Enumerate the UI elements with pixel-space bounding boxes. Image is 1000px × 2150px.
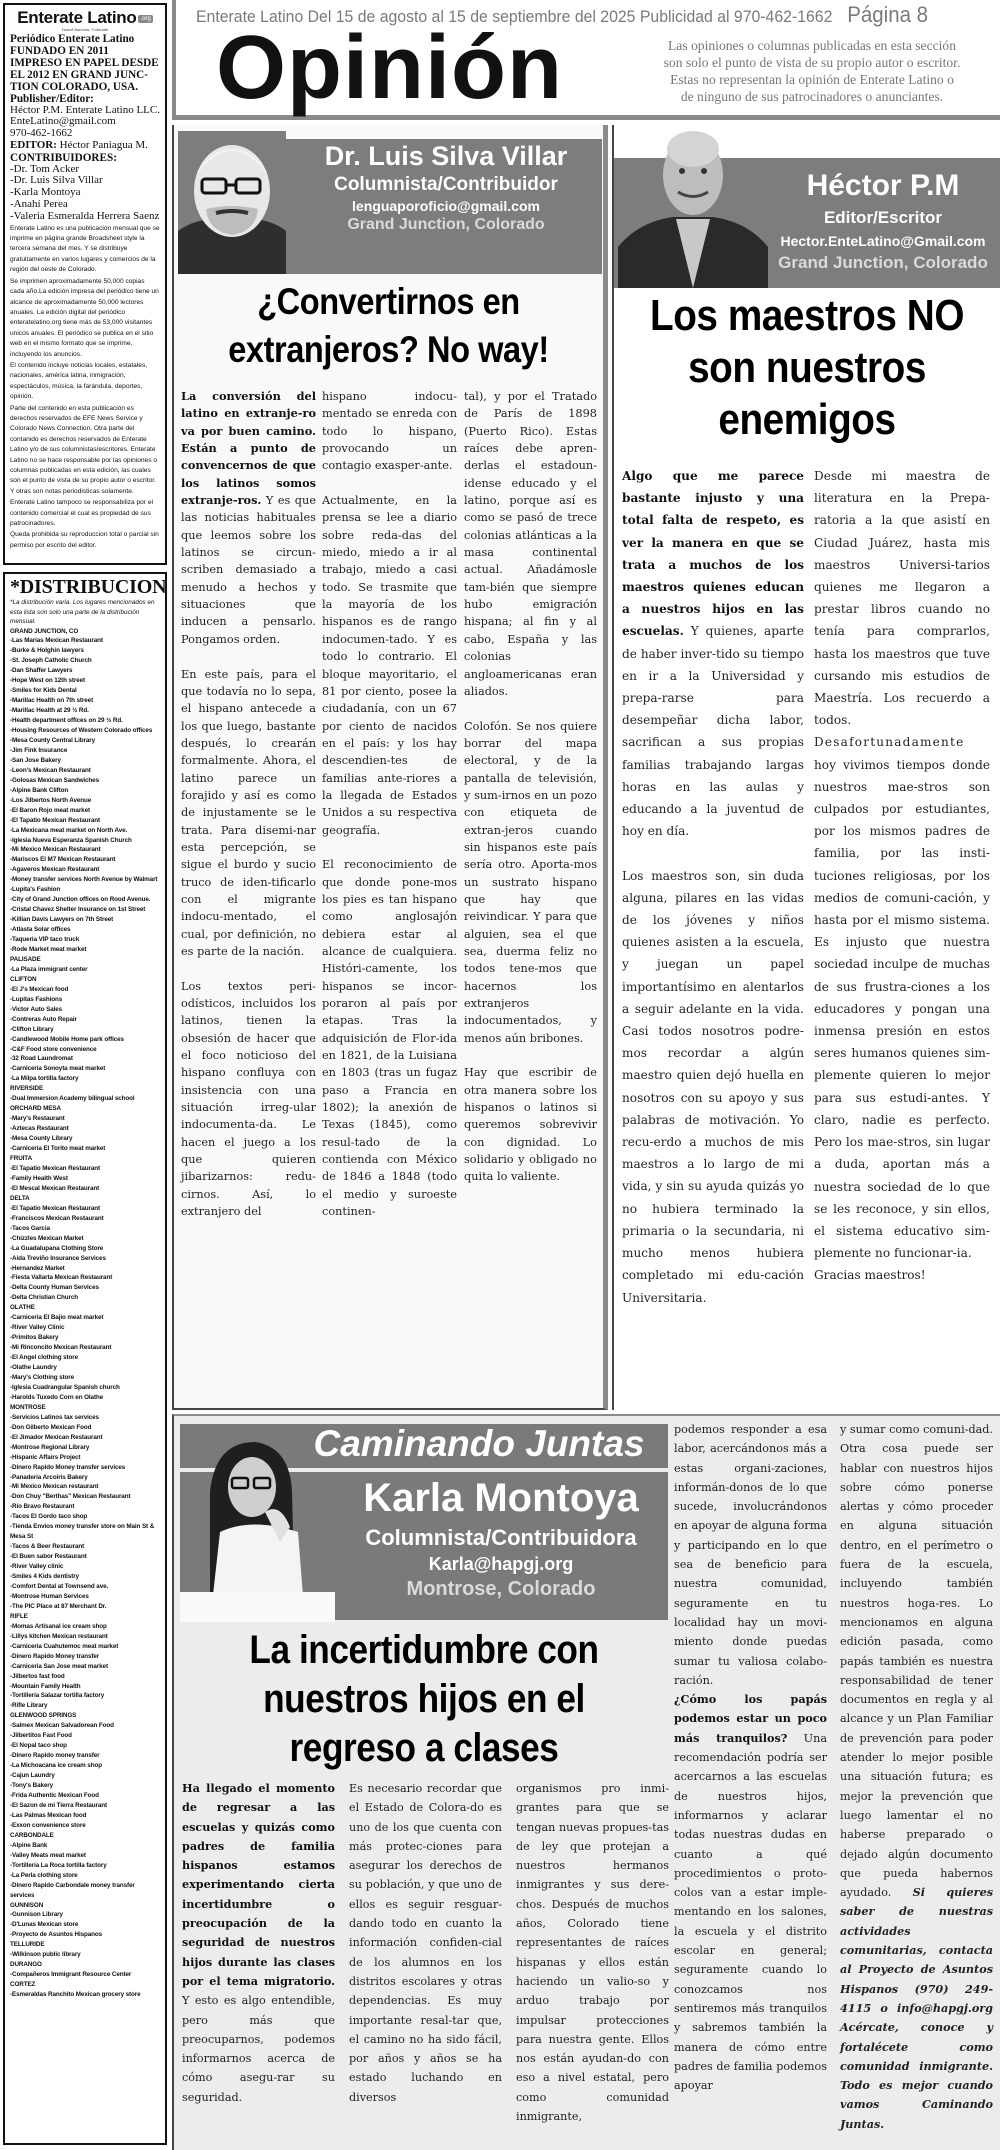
distribution-place: -Family Health West [10,1174,68,1182]
distribution-place: -El Sazon de mi Tierra Restaurant [10,1801,108,1809]
distribution-place: -Servicios Latinos tax services [10,1413,99,1421]
distribution-place: -Lupita's Fashion [10,886,61,894]
distribution-city: ORCHARD MESA [10,1105,61,1113]
article-column [349,1779,502,2107]
article-column [622,465,804,1309]
distribution-place: -El J's Mexican food [10,985,69,993]
about-paragraph: Enterate Latino es una publicación mensual que se imprime en página grande Broadsheet style la tercera semana del mes. Y se distribuye gratuitamente en varios lugares y comercios de la región del oeste de Colorado. [10,224,160,274]
distribution-place: -Dual Immersion Academy bilingual school [10,1095,135,1103]
distribution-place: -Mesa County Library [10,1135,73,1143]
distribution-place: -Tony's Bakery [10,1782,54,1790]
paragraph: Colofón. Se nos quiere borrar del mapa electoral, y de la pantalla de televisión, y sum-irnos en un pozo con etiqueta de extran-jeros cuando sin hispanos este país sería otro. Aporta-mos un sustrato hispano que hay que reivindicar. Y para que alguien, sea el que sea, duerma feliz no todos tene-mos que hacernos los extranjeros indocumentados, y menos aún bribones. [464,719,597,1045]
distribution-place: -Comfort Dental at Townsend ave. [10,1583,109,1590]
editor-label: EDITOR: [10,138,57,151]
distribution-place: -Mesa County Central Library [10,736,96,744]
disclaimer-line: son solo el punto de vista de su propio autor o escritor. [663,55,961,70]
masthead-line: Periódico Enterate Latino [10,32,135,45]
distribution-place: -Mary's Restaurant [10,1115,65,1123]
distribution-place: -Carniceria Sonoyta meat market [10,1065,106,1073]
distribution-place: -Los Jilbertos North Avenue [10,796,92,804]
distribution-place: -Health department offices on 29 ½ Rd. [10,717,123,725]
distribution-place: -32 Road Laundromat [10,1055,73,1063]
paragraph: podemos responder a esa labor, acercándonos más a estas organi-zaciones, informán-donos de lo que sucede, involucrándonos en apoyar de alguna forma y participando en lo que sea de beneficio para nuestra comunidad, seguramente en tu localidad hay un movi-miento donde puedas sumar tu valiosa colabo-ración. [674,1423,827,1687]
opinion-disclaimer [632,37,992,105]
distribution-place: -Lillys kitchen Mexican restaurant [10,1632,108,1640]
distribution-place: -River Valley clinic [10,1563,64,1571]
logo-org-tag: .org [140,16,151,23]
distribution-place: -Killian Davis Lawyers on 7th Street [10,916,114,924]
distribution-place: -Harolds Tuxedo Corn en Olathe [10,1393,104,1401]
author-photo [618,127,768,288]
distribution-place: -Taqueria VIP taco truck [10,936,80,944]
distribution-city: FRUITA [10,1155,33,1163]
distribution-place: -City of Grand Junction offices on Rood Avenue. [10,896,151,904]
distribution-place: -Hope West on 12th street [10,677,86,685]
distribution-place: -Hispanic Affairs Project [10,1453,81,1461]
distribution-place: -El Nopal taco shop [10,1742,67,1750]
article-hector-pm [612,125,1000,1410]
author-role: Columnista/Contribuidora [365,1525,637,1550]
distribution-place: -Housing Resources of Western Colorado offices [10,727,153,735]
about-paragraph: Parte del contenido en esta publicación es derechos reservados de EFE News Service y Colorado News Connection. Otra parte del contanido es derechos reservados de Enterate Latino y/o de sus columnistas/escritores. Enterate Latino no se hace responsable por las opiniones o columnas publicadas en esta edición, las cuales son el punto de vista de su propio autor o escritor. Y otras son notas periodisticas solamente. [10,404,157,495]
distribution-place: -Mi Mexico Mexican restaurant [10,1483,99,1491]
contact-email[interactable]: EnteLatino@gmail.com [10,115,116,128]
headline-line: ¿Convertirnos en [257,281,520,322]
distribution-place: -Dan Shaffer Lawyers [10,667,73,675]
distribution-place: -Rio Bravo Restaurant [10,1503,75,1511]
article-karla-montoya [172,1414,1000,2150]
article-headline [204,1626,644,1773]
disclaimer-line: Las opiniones o columnas publicadas en esta sección [667,38,957,53]
article-column [322,388,457,1221]
contributors-list [10,164,160,223]
distribution-place: -Rode Market meat market [10,946,87,953]
masthead-line: IMPRESO EN PAPEL DESDE EL 2012 EN GRAND JUNC-TION COLORADO, USA. [10,56,159,93]
distribution-place: -Leon's Mexican Restaurant [10,766,91,774]
distribution-place: -Tortilleria Salazar tortilla factory [10,1692,105,1700]
distribution-city: CORTEZ [10,1981,36,1989]
distribution-place: -San Jose Bakery [10,756,61,764]
distribution-place: -Esmeraldas Ranchito Mexican grocery store [10,1991,141,1999]
author-byline [334,1472,668,1602]
distribution-place: -Dinero Rapido Carbondale money transfer services [10,1881,135,1899]
distribution-place: -El Tapatio Mexican Restaurant [10,1204,100,1212]
headline-line: nuestros hijos en el [263,1677,585,1721]
distribution-place: -La Milpa tortilla factory [10,1075,79,1083]
distribution-place: -Carniceria San Jose meat market [10,1662,108,1670]
distribution-place: -Tacos Garcia [10,1224,50,1232]
distribution-place: -Las Marias Mexican Restaurant [10,637,103,645]
about-paragraph: Se imprimen aproximadamente 50,000 copias cada año.La edición impresa del periódico tiene un alcance de aproximadamente 50,000 lectores anuales. La edición digital del periódico enteratelatino.org tiene más de 53,000 visitantes unicos anuales. El periódico se publica en el sitio web en el mismo formato que se imprime, incluyendo los anuncios. [10,277,159,358]
distribution-place: -La Michoacana ice cream shop [10,1762,102,1770]
distribution-place: -Carniceria El Torito meat market [10,1145,106,1153]
distribution-place: -Chizzles Mexican Market [10,1234,84,1242]
distribution-place: -Mary's Clothing store [10,1373,75,1381]
distribution-place: -D'Lunas Mexican store [10,1921,79,1929]
body-text: Desafortunadamente [814,735,965,750]
distribution-place: -Delta Christian Church [10,1294,79,1302]
article-column [516,1779,669,2126]
page-header [172,0,1000,120]
newspaper-logo [10,9,160,33]
distribution-place: -Las Palmas Mexican food [10,1811,87,1819]
distribution-city: DELTA [10,1194,30,1202]
article-headline [200,278,578,374]
paragraph: Desde mi maestra de literatura en la Prepa-ratoria a la que asistí en Ciudad Juárez, hasta mis maestros Universi-tarios quienes me llegaron a prestar libros cuando no tenía para comprarlos, hasta los maestros que tuve cursando mis estudios de Maestría. Los recuerdo a todos. [814,469,990,728]
lead-text: Ha llegado el momento de regresar a las escuelas y quizás como padres de familia hispanos estamos experimentando cierta incertidumbre o preocupación de la seguridad de nuestros hijos durante las clases por el tema migratorio. [182,1781,335,1988]
distribution-city: OLATHE [10,1304,35,1312]
distribution-place: -Wilkinson public library [10,1951,81,1959]
distribution-place: -El Angel clothing store [10,1354,79,1362]
paragraph: Los textos peri-odísticos, incluidos los latinos, tienen la obsesión de hacer que el foco noticioso del hispano confluya con insistencia con una situación irreg-ular indocumenta-da. Le hacen el juego a los que quieren jibarizarnos: redu-cirnos. Así, lo extranjero del [181,979,316,1219]
distribution-city: DURANGO [10,1961,42,1969]
distribution-place: -Don Chuy "Berthas" Mexican Restaurant [10,1493,131,1501]
paragraph: El reconocimiento de que donde pone-mos los pies es tan hispano como anglosajón debiera estar al alcance de cualquiera. Históri-camente, los hispanos se incor-poraron al país por etapas. Tras la adquisición de Flor-ida en 1821, de la Luisiana en 1803 (tras un fugaz paso a Francia en 1802); la anexión de Texas (1845), como resul-tado de la contienda con México de 1846 a 1848 (todo el medio y suroeste continen- [322,858,457,1219]
paragraph: Los maestros son, sin duda alguna, pilares en las vidas de los jóvenes y niños quienes asisten a la escuela, y juegan un papel importantísimo en alentarlos a seguir adelante en la vida. Casi todos nosotros podre-mos recordar a algún maestro quien dejó huella en nosotros con su apoyo y sus palabras de motivación. Yo recu-erdo a muchos de mis maestros a lo largo de mi vida, y sin su ayuda quizás yo no hubiera terminado la primaria o la secundaria, ni mucho menos hubiera completado mi edu-cación Universitaria. [622,868,804,1305]
paragraph: Es necesario recordar que el Estado de Colora-do es uno de los que cuenta con más protec-ciones para asegurar los derechos de su población, y que uno de ellos es seguir resguar-dando todo en cuanto la información confiden-cial de los alumnos en los distritos escolares y otras dependencias. Es muy importante resal-tar que, el camino no ha sido fácil, por años y años se ha estado luchando en diversos [349,1782,502,2104]
distribution-place: -Exxon convenience store [10,1821,86,1829]
distribution-place: -Gunnison Library [10,1911,63,1919]
author-location: Grand Junction, Colorado [778,253,988,272]
author-email[interactable]: lenguaporoficio@gmail.com [352,198,540,214]
paragraph: hispano indocu-mentado se enreda con todo lo hispano, provocando un contagio exasper-ante. [322,390,457,473]
distribution-place: -The PIC Place at 87 Merchant Dr. [10,1602,107,1610]
distribution-place: -El Baron Rojo meat market [10,806,90,814]
masthead-line: FUNDADO EN 2011 [10,44,109,57]
distribution-place: -El Jimador Mexican Restaurant [10,1433,103,1441]
author-role: Editor/Escritor [823,208,943,227]
article-column [814,465,990,1287]
logo-location: Grand Junction, Colorado [61,27,109,32]
distribution-place: -Rifle Library [10,1702,48,1710]
distribution-place: -Mi Rinconcito Mexican Restaurant [10,1344,112,1352]
contributors-label: CONTRIBUIDORES: [10,151,117,164]
distribution-place: -Mountain Family Health [10,1682,81,1690]
distribution-place: -Tacos & Beer Restaurant [10,1543,85,1551]
author-email[interactable]: Karla@hapgj.org [428,1554,574,1574]
distribution-city: MONTROSE [10,1403,46,1411]
distribution-city: GRAND JUNCTION, CO [10,627,79,635]
disclaimer-line: Estas no representan la opinión de Enterate Latino o [670,72,954,87]
distribution-place: -Clifton Library [10,1025,54,1033]
column-name: Caminando Juntas [313,1423,645,1464]
distribution-place: -La Plaza immigrant center [10,965,88,973]
about-paragraph: Queda prohibida su reproduccion total o parcial sin permiso por escrito del editor. [10,531,159,549]
distribution-place: -Compañeros Immigrant Resource Center [10,1971,132,1979]
headline-line: La incertidumbre con [249,1628,599,1672]
author-name: Karla Montoya [363,1476,639,1520]
article-column [840,1420,993,2134]
distribution-place: -Iglesia Cuadrangular Spanish church [10,1383,120,1391]
editor-name: Héctor Paniagua M. [59,138,148,151]
lead-text: La conversión del latino en extranje-ro va por buen camino. Están a punto de convencernos de que los latinos somos extranje-ros. [181,389,316,508]
distribution-place: -Mariscos El M7 Mexican Restaurant [10,856,116,864]
distribution-place: -Valley Meats meat market [10,1851,86,1859]
paragraph: En este país, para el que todavía no lo sepa, el hispano antecede a los que luego, bastante después, lo crearán formalmente. Ahora, el latino parece un forajido y así es como de injustamente se le trata. Para disemi-nar esta percepción, se sigue el burdo y sucio truco de iden-tificarlo con el migrante indocu-mentado, el cual, por definición, no es parte de la nación. [181,667,316,958]
distribution-list [10,627,160,2001]
distribution-place: -Olathe Laundry [10,1364,57,1372]
article-luis-silva [172,125,608,1410]
distribution-place: -Marillac Health on 7th street [10,697,94,705]
distribution-place: -Tortilleria La Roca tortilla factory [10,1861,107,1869]
closing-line: Gracias maestros! [814,1268,926,1283]
distribution-place: -Dinero Rapido Money transfer [10,1652,100,1660]
distribution-box [3,572,167,2145]
distribution-place: -Cajun Laundry [10,1772,55,1780]
distribution-place: -Victor Auto Sales [10,1005,63,1013]
distribution-place: -Franciscos Mexican Restaurant [10,1214,104,1222]
distribution-place: -Fiesta Vallarta Mexican Restaurant [10,1274,113,1282]
author-photo [178,131,286,274]
article-column [464,388,597,1186]
distribution-place: -Delta County Human Services [10,1284,99,1292]
contributor-item: -Karla Montoya [10,186,81,199]
about-paragraph: El contenido incluye noticias locales, estatales, nacionales, américa latina, inmigración, espectáculos, música, la farándula, deportes, opinión. [10,361,148,401]
subheading: ¿Cómo los papás podemos estar un poco más tranquilos? [674,1692,827,1745]
distribution-place: -Burke & Holghin lawyers [10,647,84,655]
distribution-place: -Iglesia Nueva Esperanza Spanish Church [10,836,132,844]
distribution-place: -Contreras Auto Repair [10,1015,77,1023]
editor-line [10,140,160,152]
distribution-place: -La Perla clothing store [10,1871,78,1879]
author-name: Dr. Luis Silva Villar [324,141,568,171]
lead-text: Algo que me parece bastante injusto y una total falta de respeto, es ver la manera en que se trata a muchos de los maestros quienes educan a nuestros hijos en las escuelas. [622,469,804,639]
distribution-place: -Smiles 4 Kids dentistry [10,1573,79,1581]
body-text: hoy vivimos tiempos donde nuestros mae-stros son culpados por estudiantes, por los mismos padres de familia, por las insti-tuciones religiosas, por los medios de comuni-cación, y hasta por el mismo sistema. Es injusto que nuestra sociedad inculpe de muchas de sus frustra-ciones a los educadores y pongan una inmensa presión en estos seres humanos quienes sim-plemente quieren lo mejor para sus estudi-antes. Y claro, nadie es perfecto. Pero los mae-stros, sin lugar a duda, aportan más a nuestra sociedad de lo que se les reconoce, y sin ellos, el sistema educativo sim-plemente no funcionar-ia. [814,757,990,1261]
distribution-city: RIFLE [10,1612,28,1620]
headline-line: enemigos [718,395,896,444]
about-text [10,224,160,552]
distribution-place: -Money transfer services North Avenue by Walmart [10,876,158,884]
section-title: Opinión [216,18,563,118]
distribution-place: -Hernandez Market [10,1264,65,1272]
distribution-place: -La Guadalupana Clothing Store [10,1244,104,1252]
distribution-place: -Proyecto de Asuntos Hispanos [10,1931,103,1939]
distribution-place: -Smiles for Kids Dental [10,687,77,695]
distribution-place: -Mi Mexico Mexican Restaurant [10,846,101,854]
headline-line: son nuestros [688,343,926,392]
contributor-item: -Dr. Luis Silva Villar [10,174,103,187]
distribution-place: -Jilbertos fast food [10,1672,65,1680]
distribution-note: *La distribución varia. Los lugares mencionados en esta lista son solo una parte de la distribución mensual. [10,599,155,625]
distribution-place: -Atlasta Solar offices [10,926,71,934]
distribution-place: -Aztecas Restaurant [10,1125,69,1133]
author-role: Columnista/Contribuidor [334,174,558,195]
distribution-place: -River Valley Clinic [10,1324,65,1332]
author-location: Grand Junction, Colorado [347,216,545,233]
distribution-city: GLENWOOD SPRINGS [10,1712,77,1720]
contact-phone: 970-462-1662 [10,127,73,140]
distribution-place: -Panaderia Arcoiris Bakery [10,1473,88,1481]
distribution-place: -Momas Artisanal ice cream shop [10,1622,107,1630]
body-text: Y esto es algo entendible, pero más que preocuparnos, podemos informarnos acerca de cómo asegu-rar su seguridad. [182,1994,335,2104]
masthead-box [3,3,167,565]
distribution-place: -Jim Fink Insurance [10,746,68,754]
contributor-item: -Valeria Esmeralda Herrera Saenz [10,209,160,222]
distribution-place: -Primitos Bakery [10,1334,59,1342]
distribution-place: -Montrose Regional Library [10,1443,90,1451]
about-paragraph: Enterate Latino tampoco se responsabiliza por el contenido comercial el cual es propiedad de sus patrocinadores. [10,499,153,528]
paragraph: Hay que escribir de otra manera sobre los hispanos o latinos si queremos sobrevivir con dignidad. Lo solidario y obligado no quita lo valiente. [464,1066,597,1184]
distribution-city: GUNNISON [10,1901,44,1909]
distribution-city: TELLURIDE [10,1941,45,1949]
distribution-place: -Lupitas Fashions [10,995,63,1003]
distribution-place: -Tienda Envios money transfer store on Main St & Mesa St [10,1523,155,1541]
distribution-place: -Frida Authentic Mexican Food [10,1792,99,1800]
publisher-label: Publisher/Editor: [10,92,94,105]
contributor-item: -Dr. Tom Acker [10,162,79,175]
distribution-place: -Agaveros Mexican Restaurant [10,866,100,874]
article-headline [637,290,977,446]
distribution-place: -Golosas Mexican Sandwiches [10,776,99,784]
distribution-place: -Marillac Health at 29 ½ Rd. [10,707,89,715]
author-photo [180,1432,335,1622]
distribution-place: -St. Joseph Catholic Church [10,657,92,665]
distribution-city: CARBONDALE [10,1831,54,1839]
paragraph: Actualmente, en la prensa se lee a diario sobre reda-das del miedo, miedo a ir al trabajo, miedo a casi todo. Se trasmite que la mayoría de los hispanos es de rango indocumen-tado. Y es todo lo contrario. El bloque mayoritario, el 81 por ciento, posee la ciudadanía, con un 67 por ciento de nacidos en el país: y los hay descendien-tes de familias ante-riores a la llegada de Estados Unidos a su respectiva geografía. [322,494,457,837]
page-number: Página 8 [847,2,929,27]
distribution-place: -La Mexicana meat market on North Ave. [10,826,128,834]
publisher-name: Héctor P.M. Enterate Latino LLC. [10,103,160,116]
distribution-place: -Montrose Human Services [10,1592,89,1600]
contributor-item: -Anahí Perea [10,198,68,211]
article-column [182,1779,335,2107]
distribution-place: -El Tapatio Mexican Restaurant [10,1164,100,1172]
paragraph: organismos pro inmi-grantes para que se tengan nuevas propues-tas de ley que protejan a nuestros hermanos inmigrantes y sus dere-chos. Después de muchos años, Colorado tiene representantes de raíces hispanas y ellos están haciendo un valio-so y arduo trabajo por impulsar protecciones para nuestra gente. Ellos nos están ayudan-do con eso a nivel estatal, pero como comunidad inmigrante, [516,1782,669,2124]
logo-name: Enterate Latino [17,8,137,27]
distribution-place: -El Mescal Mexican Restaurant [10,1184,100,1192]
distribution-place: -Carniceria Cuahutemoc meat market [10,1642,119,1650]
distribution-place: -Dinero Rapido money transfer [10,1752,100,1760]
issue-info: Enterate Latino Del 15 de agosto al 15 de septiembre del 2025 Publicidad al 970-462-1662 [196,7,833,26]
article-column [674,1420,827,2095]
distribution-place: -Salmex Mexican Salvadorean Food [10,1722,114,1730]
distribution-place: -C&F Food store convenience [10,1045,97,1053]
distribution-place: -Alpine Bank Clifton [10,786,69,794]
distribution-place: -Cristal Chavez Shelter Insurance on 1st Street [10,906,146,914]
distribution-place: -Jilbertitos Fast Food [10,1732,72,1740]
author-email[interactable]: Hector.EnteLatino@Gmail.com [780,233,986,249]
distribution-place: -Carniceria El Bajio meat market [10,1314,104,1322]
article-column [181,388,316,1221]
distribution-place: -El Buen sabor Restaurant [10,1553,87,1561]
paragraph: tal), y por el Tratado de París de 1898 (Puerto Rico). Estas raíces debe apren-derlas el estadoun-idense educado y el latino, porque así es como se pasó de trece colonias atlánticas a la masa continental actual. Añadámosle tam-bién que siempre hubo emigración hispana; al fin y al cabo, España y las colonias angloamericanas eran aliados. [464,390,597,698]
body-text: y sumar como comuni-dad. Otra cosa puede ser hablar con nuestros hijos sobre cómo ponerse alertas y cómo proceder en alguna situación dentro, en el perímetro o fuera de la escuela, incluyendo también nuestros hoga-res. Lo mencionamos en alguna edición pasada, como papás también es nuestra responsabilidad de tener documentos en regla y al alcance y un Plan Familiar de prevención para poder atender lo mejor posible una situación futura; es mejor la prevención que luego lamentar el no haberse preparado o dejado algún documento que pueda habernos ayudado. [840,1423,993,1900]
body-text: Y quienes, aparte de haber inver-tido su tiempo en ir a la Universidad y prepa-rarse para desempeñar dicha labor, sacrifican a sus propias familias trabajando largas horas en las aulas y educando a la juventud de hoy en día. [622,624,804,839]
distribution-place: -Candlewood Mobile Home park offices [10,1035,124,1043]
distribution-place: -Aida Treviño Insurance Services [10,1254,106,1262]
distribution-place: -Don Gilberto Mexican Food [10,1423,92,1431]
distribution-city: CLIFTON [10,975,37,983]
distribution-place: -El Tapatio Mexican Restaurant [10,816,100,824]
distribution-title: *DISTRIBUCION [10,576,167,598]
distribution-place: -Alpine Bank [10,1841,48,1849]
body-text: Una recomendación podría ser acercarnos a las escuelas de nuestros hijos, informarnos y aclarar todas nuestras dudas en cuanto a qué procedimientos o proto-colos van a estar imple-mentando en los salones, la escuela y el distrito escolar en general; seguramente cuando lo conozcamos nos sentiremos más tranquilos y sabremos también la manera de cómo entre padres de familia podemos apoyar [674,1731,827,2093]
distribution-city: PALISADE [10,955,41,963]
headline-line: Los maestros NO [649,291,965,340]
disclaimer-line: de ninguno de sus patrocinadores o anunciantes. [680,89,944,104]
distribution-city: RIVERSIDE [10,1085,44,1093]
headline-line: extranjeros? No way! [228,329,549,370]
author-name: Héctor P.M [806,169,960,202]
author-location: Montrose, Colorado [406,1578,596,1600]
closing-note: Si quieres saber de nuestras actividades comunitarias, contacta al Proyecto de Asuntos Hispanos (970) 249-4115 o info@hapgj.org Acércate, conoce y fortalécete como comunidad inmigrante. Todo es mejor cuando vamos Caminando Juntas. [840,1885,993,2131]
distribution-place: -Dinero Rapido Money transfer services [10,1463,126,1471]
distribution-place: -Tacos El Gordo taco shop [10,1513,88,1521]
headline-line: regreso a clases [289,1726,559,1770]
body-text: Y es que las noticias habituales que leemos sobre los latinos se circun-scriben demasiado a menudo a hechos y situaciones que inducen a pensarlo. Pongamos orden. [181,494,316,646]
